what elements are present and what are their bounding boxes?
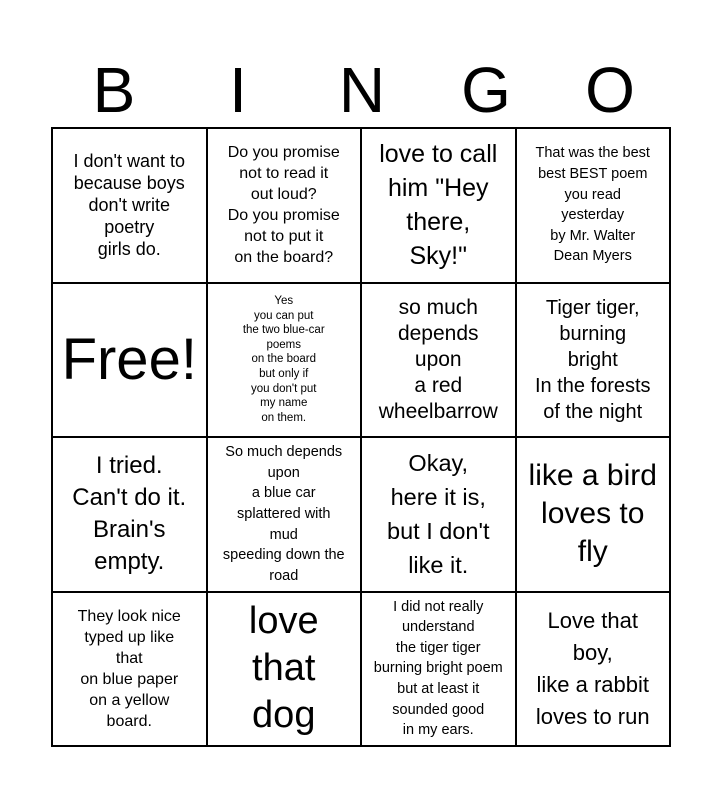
bingo-cell[interactable]: Yes you can put the two blue-car poems on the board but only if you don't put my name on them.: [207, 283, 362, 438]
header-letter-n: N: [338, 54, 386, 126]
free-space-cell[interactable]: Free!: [52, 283, 207, 438]
bingo-card-grid: [51, 127, 671, 747]
bingo-cell[interactable]: love to call him "Hey there, Sky!": [361, 128, 516, 283]
header-letter-b: B: [92, 54, 136, 126]
bingo-cell[interactable]: They look nice typed up like that on blue paper on a yellow board.: [52, 592, 207, 747]
header-letter-o: O: [585, 54, 635, 126]
bingo-cell[interactable]: So much depends upon a blue car splattered with mud speeding down the road: [207, 437, 362, 592]
bingo-cell[interactable]: I did not really understand the tiger tiger burning bright poem but at least it sounded good in my ears.: [361, 592, 516, 747]
header-letter-g: G: [461, 54, 511, 126]
bingo-cell[interactable]: so much depends upon a red wheelbarrow: [361, 283, 516, 438]
bingo-header: [52, 52, 672, 128]
bingo-cell[interactable]: That was the best best BEST poem you read yesterday by Mr. Walter Dean Myers: [516, 128, 671, 283]
bingo-cell[interactable]: I tried. Can't do it. Brain's empty.: [52, 437, 207, 592]
bingo-cell[interactable]: like a bird loves to fly: [516, 437, 671, 592]
header-letter-i: I: [229, 54, 247, 126]
bingo-cell[interactable]: Tiger tiger, burning bright In the forests of the night: [516, 283, 671, 438]
bingo-cell[interactable]: love that dog: [207, 592, 362, 747]
bingo-cell[interactable]: Love that boy, like a rabbit loves to run: [516, 592, 671, 747]
bingo-cell[interactable]: Do you promise not to read it out loud? Do you promise not to put it on the board?: [207, 128, 362, 283]
bingo-cell[interactable]: Okay, here it is, but I don't like it.: [361, 437, 516, 592]
bingo-cell[interactable]: I don't want to because boys don't write poetry girls do.: [52, 128, 207, 283]
